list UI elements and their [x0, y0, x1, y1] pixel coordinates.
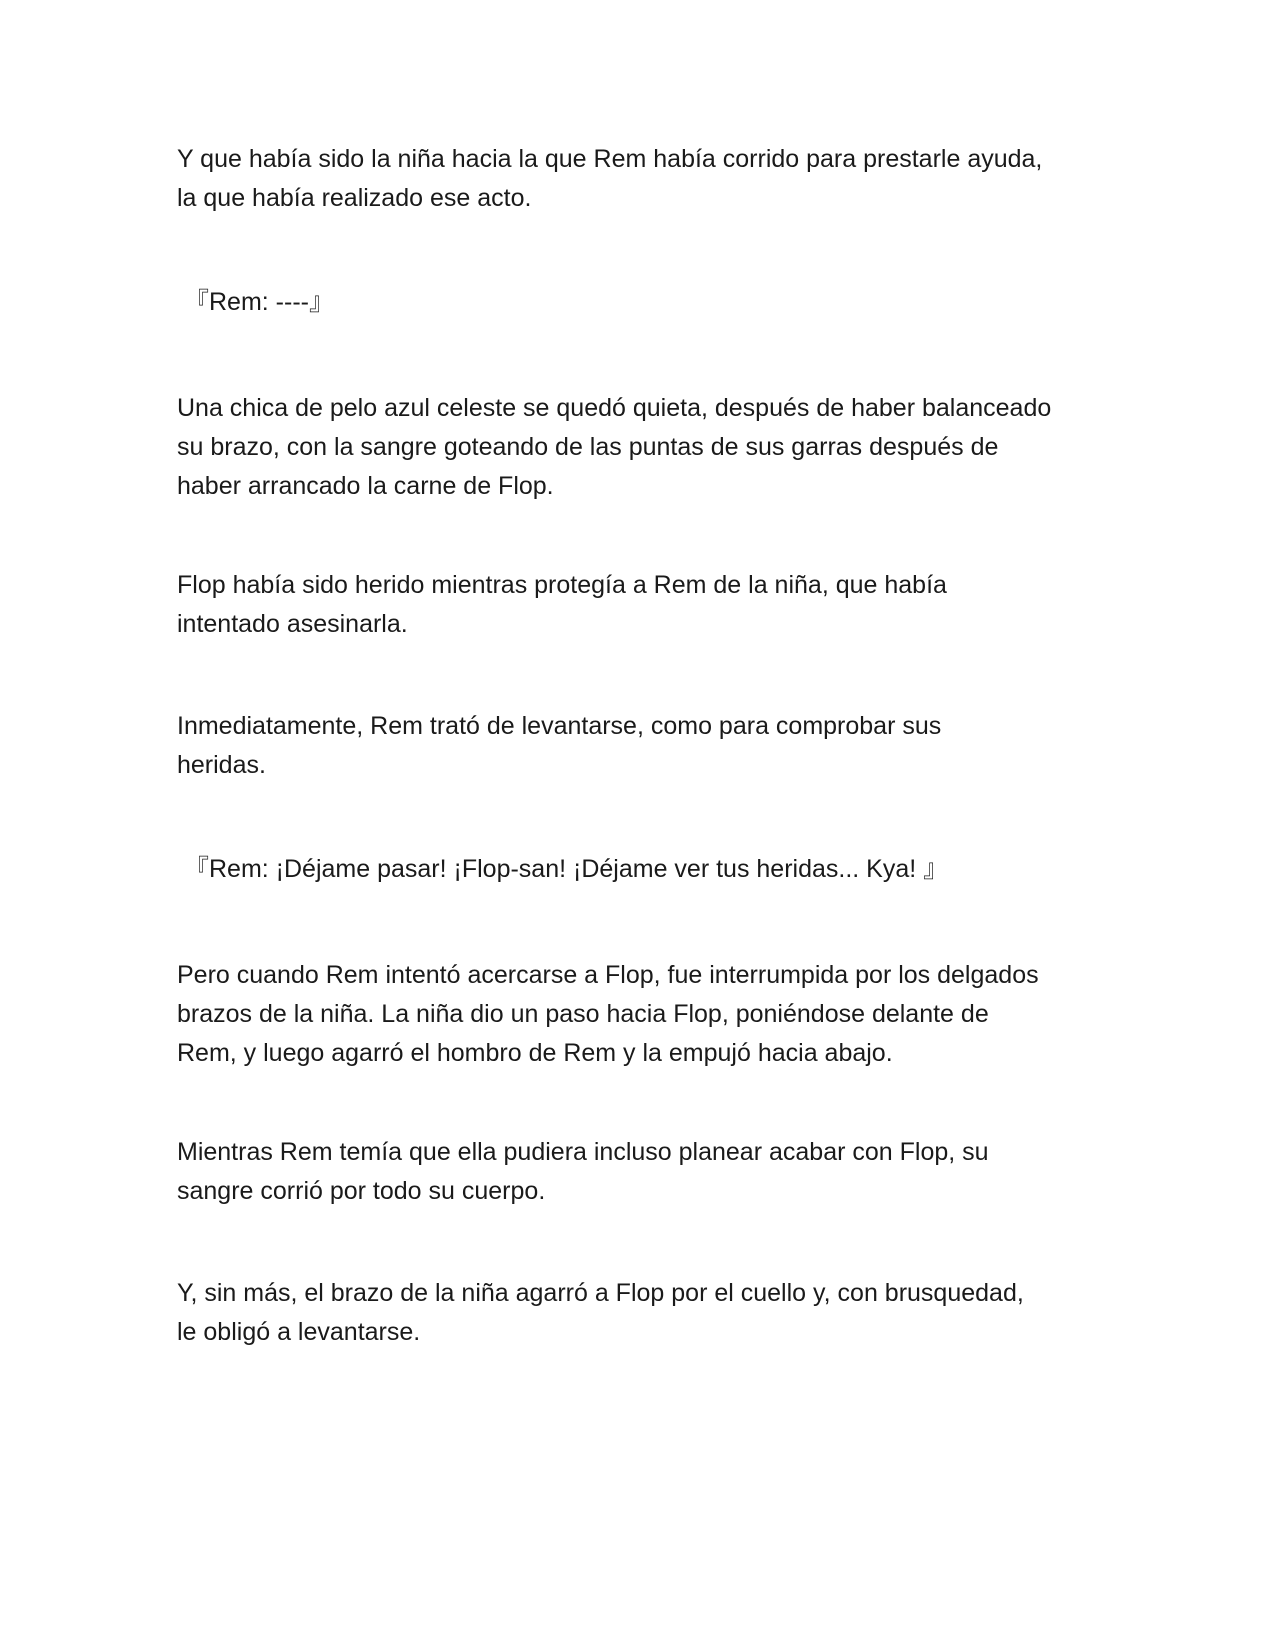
paragraph-line: heridas. — [177, 751, 266, 779]
dialogue-line-2 — [184, 850, 1124, 889]
dialogue-line-1 — [184, 283, 1124, 322]
paragraph-line: brazos de la niña. La niña dio un paso hacia Flop, poniéndose delante de — [177, 1000, 989, 1028]
paragraph-line: Flop había sido herido mientras protegía a Rem de la niña, que había — [177, 571, 947, 599]
paragraph-line: Una chica de pelo azul celeste se quedó quieta, después de haber balanceado — [177, 394, 1052, 422]
dialogue-text: 『Rem: ----』 — [184, 288, 334, 316]
paragraph-7 — [177, 1274, 1117, 1352]
paragraph-line: Inmediatamente, Rem trató de levantarse, como para comprobar sus — [177, 712, 942, 740]
paragraph-line: la que había realizado ese acto. — [177, 184, 532, 212]
paragraph-5 — [177, 956, 1117, 1073]
paragraph-line: Y que había sido la niña hacia la que Rem había corrido para prestarle ayuda, — [177, 145, 1043, 173]
paragraph-line: haber arrancado la carne de Flop. — [177, 472, 554, 500]
paragraph-line: intentado asesinarla. — [177, 610, 408, 638]
paragraph-4 — [177, 707, 1117, 785]
paragraph-line: le obligó a levantarse. — [177, 1318, 421, 1346]
paragraph-line: Mientras Rem temía que ella pudiera incluso planear acabar con Flop, su — [177, 1138, 989, 1166]
paragraph-line: su brazo, con la sangre goteando de las puntas de sus garras después de — [177, 433, 999, 461]
paragraph-3 — [177, 566, 1117, 644]
paragraph-line: Y, sin más, el brazo de la niña agarró a Flop por el cuello y, con brusquedad, — [177, 1279, 1024, 1307]
paragraph-line: Rem, y luego agarró el hombro de Rem y la empujó hacia abajo. — [177, 1039, 893, 1067]
paragraph-1 — [177, 140, 1117, 218]
paragraph-line: Pero cuando Rem intentó acercarse a Flop, fue interrumpida por los delgados — [177, 961, 1039, 989]
dialogue-text: 『Rem: ¡Déjame pasar! ¡Flop-san! ¡Déjame ver tus heridas... Kya! 』 — [184, 855, 949, 883]
paragraph-6 — [177, 1133, 1117, 1211]
paragraph-line: sangre corrió por todo su cuerpo. — [177, 1177, 546, 1205]
paragraph-2 — [177, 389, 1117, 506]
